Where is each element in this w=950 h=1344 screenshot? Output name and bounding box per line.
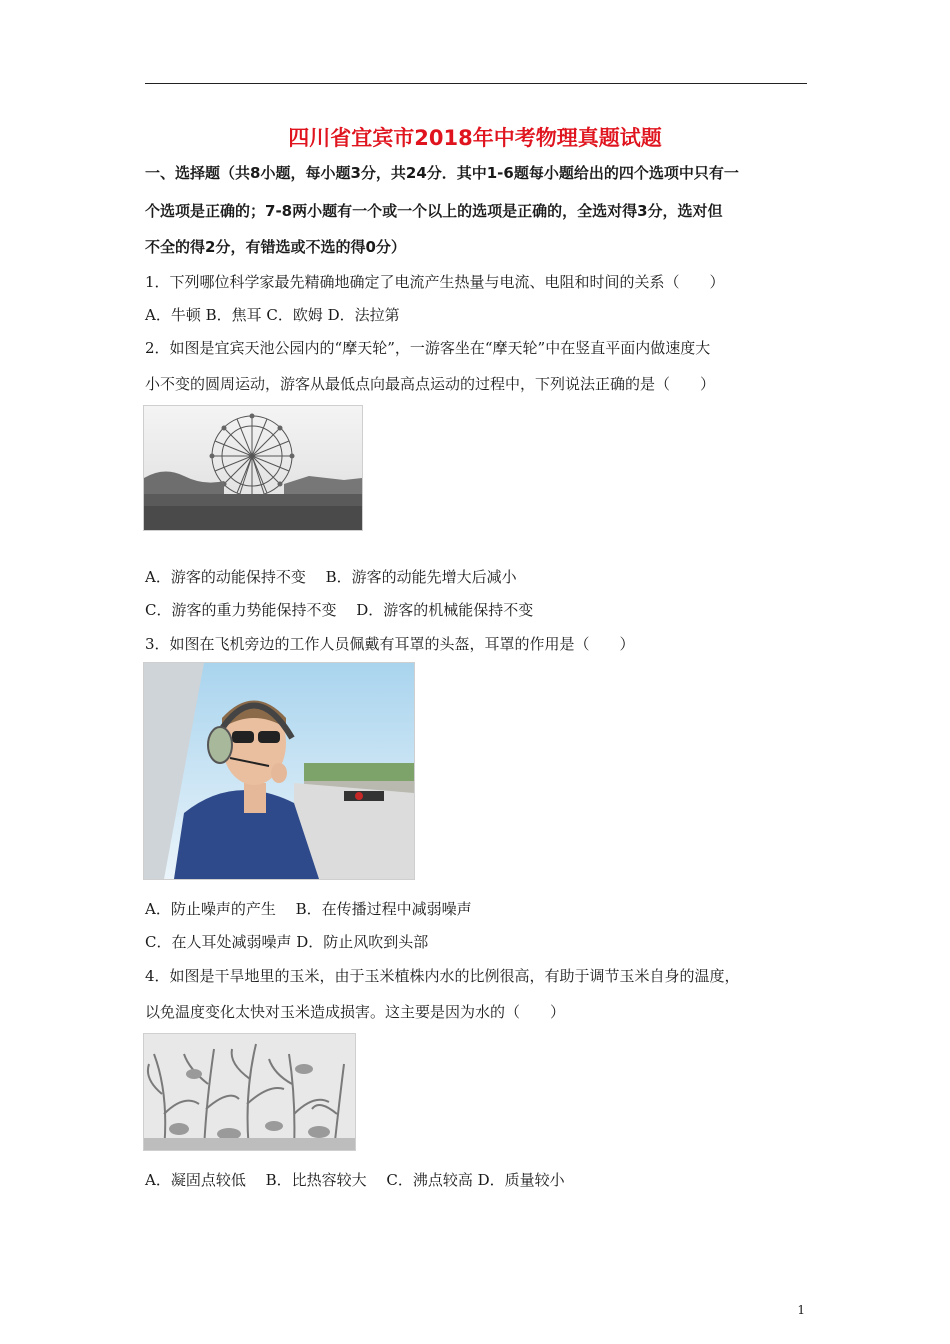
section-line-3: 不全的得2分，有错选或不选的得0分）	[145, 238, 406, 256]
q3-stem: 3．如图在飞机旁边的工作人员佩戴有耳罩的头盔，耳罩的作用是（ ）	[145, 635, 635, 653]
q1-options: A．牛顿 B．焦耳 C．欧姆 D．法拉第	[145, 306, 400, 324]
pilot-headset-photo	[143, 662, 415, 880]
q3-options-1: A．防止噪声的产生 B．在传播过程中减弱噪声	[145, 900, 472, 918]
q2-stem-1: 2．如图是宜宾天池公园内的“摩天轮”，一游客坐在“摩天轮”中在竖直平面内做速度大	[145, 339, 711, 357]
ferris-wheel-photo	[143, 405, 363, 531]
q2-options-2: C．游客的重力势能保持不变 D．游客的机械能保持不变	[145, 601, 534, 619]
q1-stem: 1．下列哪位科学家最先精确地确定了电流产生热量与电流、电阻和时间的关系（ ）	[145, 273, 725, 291]
section-line-1: 一、选择题（共8小题，每小题3分，共24分．其中1-6题每小题给出的四个选项中只有一	[145, 164, 739, 182]
q4-stem-2: 以免温度变化太快对玉米造成损害。这主要是因为水的（ ）	[145, 1003, 566, 1021]
q2-options-1: A．游客的动能保持不变 B．游客的动能先增大后减小	[145, 568, 517, 586]
q3-options-2: C．在人耳处减弱噪声 D．防止风吹到头部	[145, 933, 429, 951]
page-title: 四川省宜宾市2018年中考物理真题试题	[288, 126, 662, 150]
q4-stem-1: 4．如图是干旱地里的玉米，由于玉米植株内水的比例很高，有助于调节玉米自身的温度，	[145, 967, 740, 985]
corn-field-photo	[143, 1033, 356, 1151]
q2-stem-2: 小不变的圆周运动，游客从最低点向最高点运动的过程中，下列说法正确的是（ ）	[145, 375, 716, 393]
page-number: 1	[797, 1303, 805, 1317]
section-line-2: 个选项是正确的；7-8两小题有一个或一个以上的选项是正确的，全选对得3分，选对但	[145, 202, 723, 220]
header-rule	[145, 83, 807, 84]
q4-options: A．凝固点较低 B．比热容较大 C．沸点较高 D．质量较小	[145, 1171, 565, 1189]
